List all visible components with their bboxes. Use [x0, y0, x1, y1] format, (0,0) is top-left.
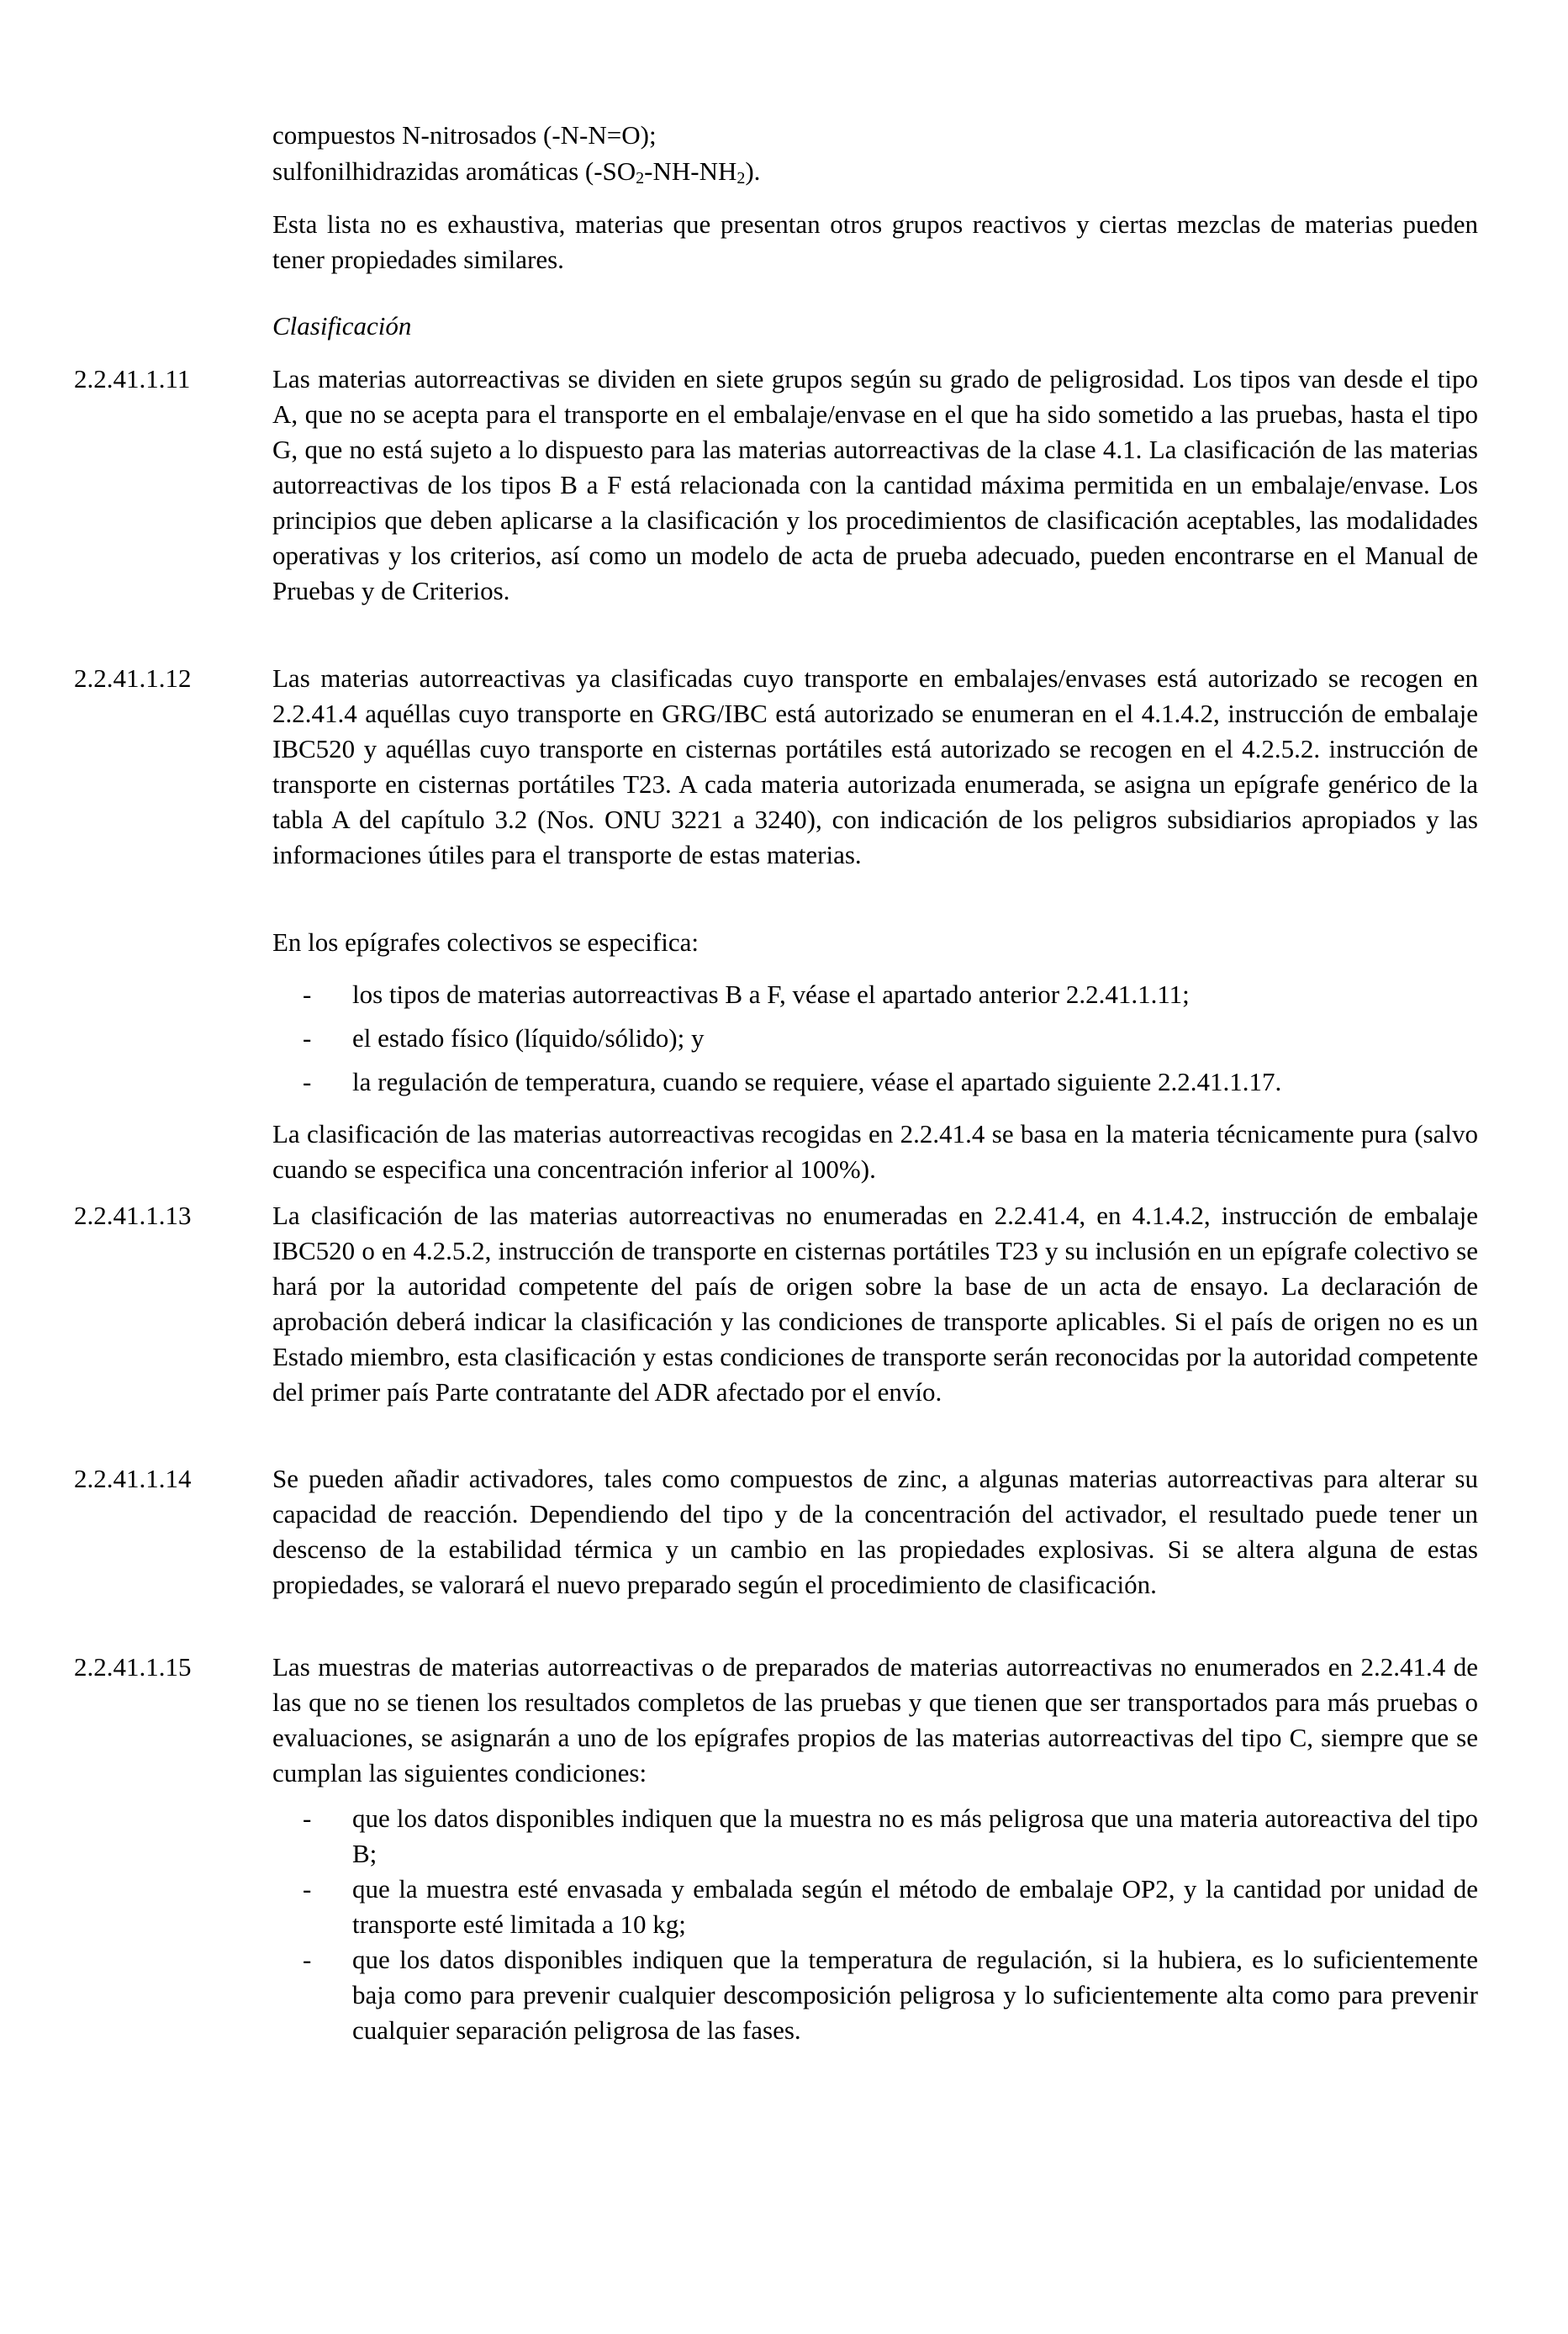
section-number: 2.2.41.1.15 [74, 1652, 192, 1682]
intro-line-1 [272, 118, 1478, 153]
list-item-text: los tipos de materias autorreactivas B a F, véase el apartado anterior 2.2.41.1.11; [352, 980, 1190, 1009]
list-item-text: que los datos disponibles indiquen que la muestra no es más peligrosa que una materia autoreactiva del tipo B; [352, 1803, 1478, 1868]
bullet-marker: - [303, 1067, 312, 1096]
section-paragraph: La clasificación de las materias autorreactivas no enumeradas en 2.2.41.4, en 4.1.4.2, instrucción de embalaje IBC520 o en 4.2.5.2, instrucción de transporte en cisternas portátiles T23 y su inclusión en un epígrafe colectivo se hará por la autoridad competente del país de origen sobre la base de un acta de ensayo. La declaración de aprobación deberá indicar la clasificación y las condiciones de transporte aplicables. Si el país de origen no es un Estado miembro, esta clasificación y estas condiciones de transporte serán reconocidas por la autoridad competente del primer país Parte contratante del ADR afectado por el envío. [272, 1201, 1478, 1407]
list-item-text: que los datos disponibles indiquen que la temperatura de regulación, si la hubiera, es lo suficientemente baja como para prevenir cualquier descomposición peligrosa y lo suficientemente alta como para prevenir cualquier separación peligrosa de las fases. [352, 1945, 1478, 2045]
intro-line-2-suffix: ). [745, 156, 761, 186]
bullet-marker: - [303, 1945, 312, 1974]
bullet-marker: - [303, 980, 312, 1009]
intro-line-2-subscript-1: 2 [636, 169, 645, 187]
section-paragraph: Se pueden añadir activadores, tales como compuestos de zinc, a algunas materias autorreactivas para alterar su capacidad de reacción. Dependiendo del tipo y de la concentración del activador, el resultado puede tener un descenso de la estabilidad térmica y un cambio en las propiedades explosivas. Si se altera alguna de estas propiedades, se valorará el nuevo preparado según el procedimiento de clasificación. [272, 1464, 1478, 1599]
section-number: 2.2.41.1.13 [74, 1201, 192, 1230]
section-paragraph: Las muestras de materias autorreactivas o de preparados de materias autorreactivas no enumerados en 2.2.41.4 de las que no se tienen los resultados completos de las pruebas y que tienen que ser transportados para más pruebas o evaluaciones, se asignarán a uno de los epígrafes propios de las materias autorreactivas del tipo C, siempre que se cumplan las siguientes condiciones: [272, 1652, 1478, 1787]
section-number: 2.2.41.1.11 [74, 364, 191, 393]
intro-line-2-mid: -NH-NH [644, 156, 737, 186]
intro-line-2 [272, 154, 1478, 189]
bullet-marker: - [303, 1023, 312, 1053]
section-lead: En los epígrafes colectivos se especifica: [272, 927, 699, 957]
section-closing: La clasificación de las materias autorreactivas recogidas en 2.2.41.4 se basa en la materia técnicamente pura (salvo cuando se especifica una concentración inferior al 100%). [272, 1119, 1478, 1184]
section-paragraph: Las materias autorreactivas ya clasificadas cuyo transporte en embalajes/envases está autorizado se recogen en 2.2.41.4 aquéllas cuyo transporte en GRG/IBC está autorizado se enumeran en el 4.1.4.2, instrucción de embalaje IBC520 y aquéllas cuyo transporte en cisternas portátiles está autorizado se recogen en el 4.2.5.2. instrucción de transporte en cisternas portátiles T23. A cada materia autorizada enumerada, se asigna un epígrafe genérico de la tabla A del capítulo 3.2 (Nos. ONU 3221 a 3240), con indicación de los peligros subsidiarios apropiados y las informaciones útiles para el transporte de estas materias. [272, 663, 1478, 869]
intro-line-2-subscript-2: 2 [736, 169, 746, 187]
intro-line-1-text: compuestos N-nitrosados (-N-N=O); [272, 120, 657, 150]
bullet-marker: - [303, 1874, 312, 1904]
list-item-text: que la muestra esté envasada y embalada según el método de embalaje OP2, y la cantidad por unidad de transporte esté limitada a 10 kg; [352, 1874, 1478, 1939]
section-number: 2.2.41.1.12 [74, 663, 192, 693]
list-item-text: la regulación de temperatura, cuando se requiere, véase el apartado siguiente 2.2.41.1.17. [352, 1067, 1282, 1096]
intro-line-2-prefix: sulfonilhidrazidas aromáticas (-SO [272, 156, 636, 186]
section-number: 2.2.41.1.14 [74, 1464, 192, 1493]
list-item-text: el estado físico (líquido/sólido); y [352, 1023, 705, 1053]
bullet-marker: - [303, 1803, 312, 1833]
section-paragraph: Las materias autorreactivas se dividen en siete grupos según su grado de peligrosidad. Los tipos van desde el tipo A, que no se acepta para el transporte en el embalaje/envase en el que ha sido sometido a las pruebas, hasta el tipo G, que no está sujeto a lo dispuesto para las materias autorreactivas de la clase 4.1. La clasificación de las materias autorreactivas de los tipos B a F está relacionada con la cantidad máxima permitida en un embalaje/envase. Los principios que deben aplicarse a la clasificación y los procedimientos de clasificación aceptables, las modalidades operativas y los criterios, así como un modelo de acta de prueba adecuado, pueden encontrarse en el Manual de Pruebas y de Criterios. [272, 364, 1478, 605]
note-paragraph: Esta lista no es exhaustiva, materias que presentan otros grupos reactivos y ciertas mezclas de materias pueden tener propiedades similares. [272, 209, 1478, 274]
section-heading: Clasificación [272, 311, 412, 341]
